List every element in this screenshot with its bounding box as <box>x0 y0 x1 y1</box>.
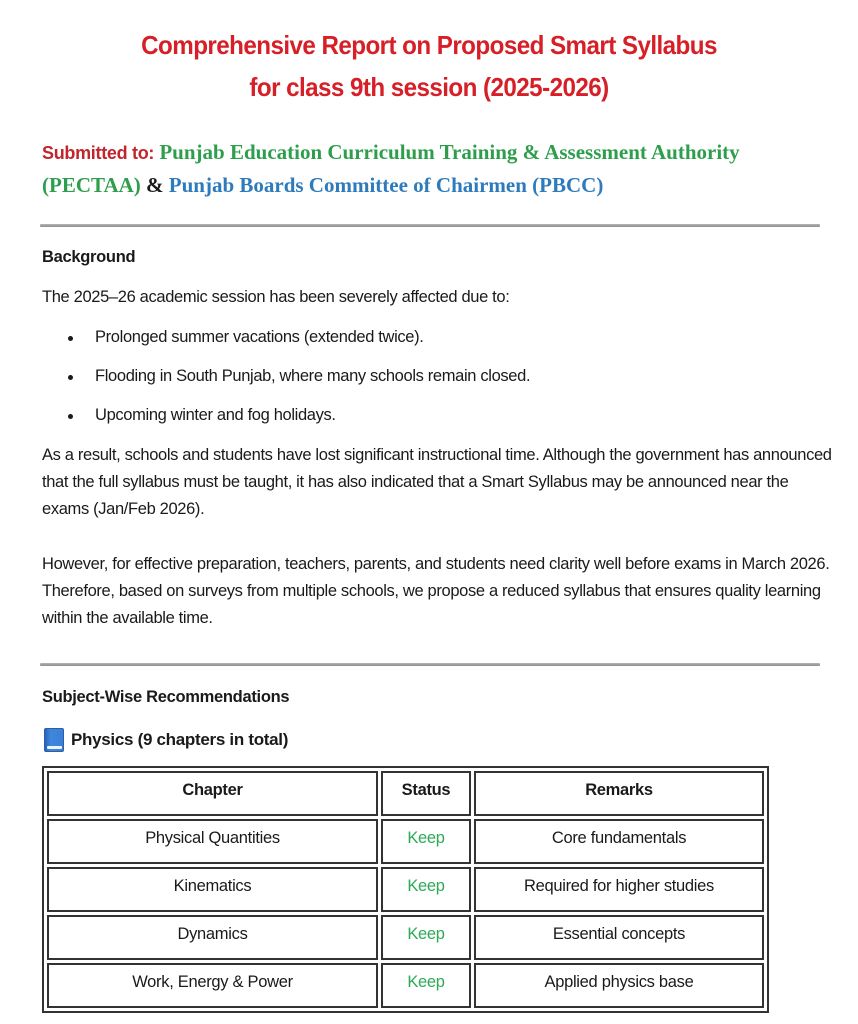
blue-book-icon <box>44 728 64 752</box>
remarks-cell: Core fundamentals <box>474 819 764 864</box>
affected-reasons-list <box>68 324 530 441</box>
column-header-status: Status <box>381 771 471 816</box>
status-cell: Keep <box>381 915 471 960</box>
background-paragraph-2: However, for effective preparation, teachers, parents, and students need clarity well before exams in March 2026. Therefore, based on surveys from multiple schools, we propose a reduced syllabus that ensures quality learning within the available time. <box>42 555 830 627</box>
table-row <box>47 819 764 864</box>
table-row <box>47 915 764 960</box>
remarks-cell: Essential concepts <box>474 915 764 960</box>
recommendations-heading: Subject-Wise Recommendations <box>42 688 290 706</box>
column-header-chapter: Chapter <box>47 771 378 816</box>
chapter-cell: Kinematics <box>47 867 378 912</box>
status-cell: Keep <box>381 963 471 1008</box>
bullet-icon <box>68 414 73 419</box>
submitted-colon: : <box>148 143 155 163</box>
chapter-cell: Work, Energy & Power <box>47 963 378 1008</box>
submitted-to-label: Submitted to <box>42 143 149 163</box>
physics-syllabus-table <box>42 766 769 1013</box>
divider-top <box>40 224 820 227</box>
bullet-icon <box>68 375 73 380</box>
remarks-cell: Applied physics base <box>474 963 764 1008</box>
list-item <box>68 402 530 441</box>
remarks-cell: Required for higher studies <box>474 867 764 912</box>
background-paragraph-1: As a result, schools and students have lost significant instructional time. Although the government has announced that the full syllabus must be taught, it has also indicated that a Smart Syllabus may be announced near the exams (Jan/Feb 2026). <box>42 446 832 518</box>
divider-middle <box>40 663 820 666</box>
table-row <box>47 963 764 1008</box>
list-item-text: Prolonged summer vacations (extended twice). <box>95 328 424 346</box>
physics-subject-title: Physics (9 chapters in total) <box>71 730 289 749</box>
bullet-icon <box>68 336 73 341</box>
submitted-to-block <box>42 136 842 201</box>
chapter-cell: Dynamics <box>47 915 378 960</box>
list-item <box>68 324 530 363</box>
ampersand: & <box>146 173 164 197</box>
physics-subject-heading <box>44 728 288 752</box>
list-item-text: Upcoming winter and fog holidays. <box>95 406 336 424</box>
report-title-line-2: for class 9th session (2025-2026) <box>249 72 609 102</box>
status-cell: Keep <box>381 867 471 912</box>
org-pectaa: Punjab Education Curriculum Training & Assessment Authority (PECTAA) <box>42 140 740 197</box>
background-intro: The 2025–26 academic session has been severely affected due to: <box>42 288 510 306</box>
chapter-cell: Physical Quantities <box>47 819 378 864</box>
table-header-row <box>47 771 764 816</box>
report-title-line-1: Comprehensive Report on Proposed Smart Syllabus <box>141 30 717 60</box>
background-heading: Background <box>42 248 136 266</box>
column-header-remarks: Remarks <box>474 771 764 816</box>
org-pbcc: Punjab Boards Committee of Chairmen (PBCC) <box>168 173 604 197</box>
list-item <box>68 363 530 402</box>
status-cell: Keep <box>381 819 471 864</box>
list-item-text: Flooding in South Punjab, where many schools remain closed. <box>95 367 531 385</box>
table-row <box>47 867 764 912</box>
